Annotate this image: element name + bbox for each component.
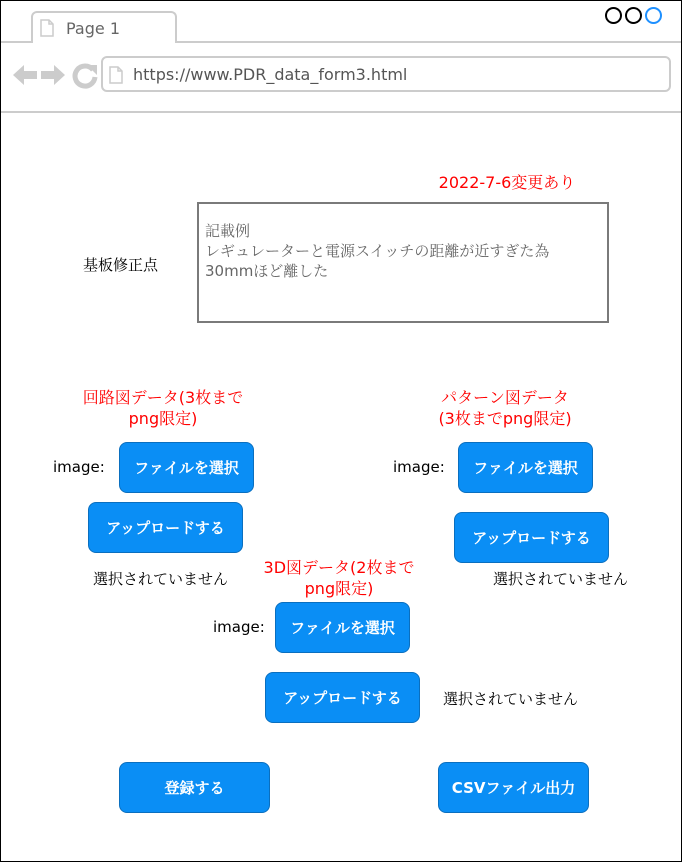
window-maximize-icon[interactable] [625,7,642,24]
model3d-image-label: image: [213,618,265,636]
circuit-image-label: image: [53,458,105,476]
circuit-title [63,387,263,429]
tab-label: Page 1 [66,19,120,38]
circuit-choose-file-button[interactable]: ファイルを選択 [119,442,254,493]
model3d-choose-file-button[interactable]: ファイルを選択 [275,602,410,653]
pattern-title-line1: パターン図データ [441,388,569,407]
refresh-icon[interactable] [71,61,99,89]
board-fix-label: 基板修正点 [83,256,159,274]
circuit-upload-button[interactable]: アップロードする [88,502,243,553]
circuit-title-line2: png限定) [128,409,198,428]
address-bar[interactable] [101,56,671,92]
register-button[interactable]: 登録する [119,762,270,813]
page-icon [40,19,54,37]
model3d-upload-button[interactable]: アップロードする [265,672,420,723]
model3d-status: 選択されていません [443,690,579,708]
page-icon [109,66,123,84]
forward-arrow-icon[interactable] [39,61,67,89]
window-controls [605,7,662,29]
toolbar-divider [1,111,681,113]
window-minimize-icon[interactable] [605,7,622,24]
pattern-title-line2: (3枚までpng限定) [438,409,572,428]
model3d-title [239,557,439,599]
circuit-title-line1: 回路図データ(3枚まで [82,388,244,407]
board-fix-textarea[interactable]: 記載例 レギュレーターと電源スイッチの距離が近すぎた為 30mmほど離した [197,202,609,323]
circuit-status: 選択されていません [93,570,229,588]
pattern-upload-button[interactable]: アップロードする [454,512,609,563]
change-note: 2022-7-6変更あり [438,173,576,192]
model3d-title-line1: 3D図データ(2枚まで [263,558,415,577]
tab-page-1[interactable] [31,11,177,43]
pattern-image-label: image: [393,458,445,476]
pattern-status: 選択されていません [493,570,629,588]
pattern-title [405,387,605,429]
url-text: https://www.PDR_data_form3.html [133,65,408,84]
model3d-title-line2: png限定) [304,579,374,598]
pattern-choose-file-button[interactable]: ファイルを選択 [458,442,593,493]
window-close-icon[interactable] [645,7,662,24]
csv-export-button[interactable]: CSVファイル出力 [438,762,589,813]
back-arrow-icon[interactable] [11,61,39,89]
